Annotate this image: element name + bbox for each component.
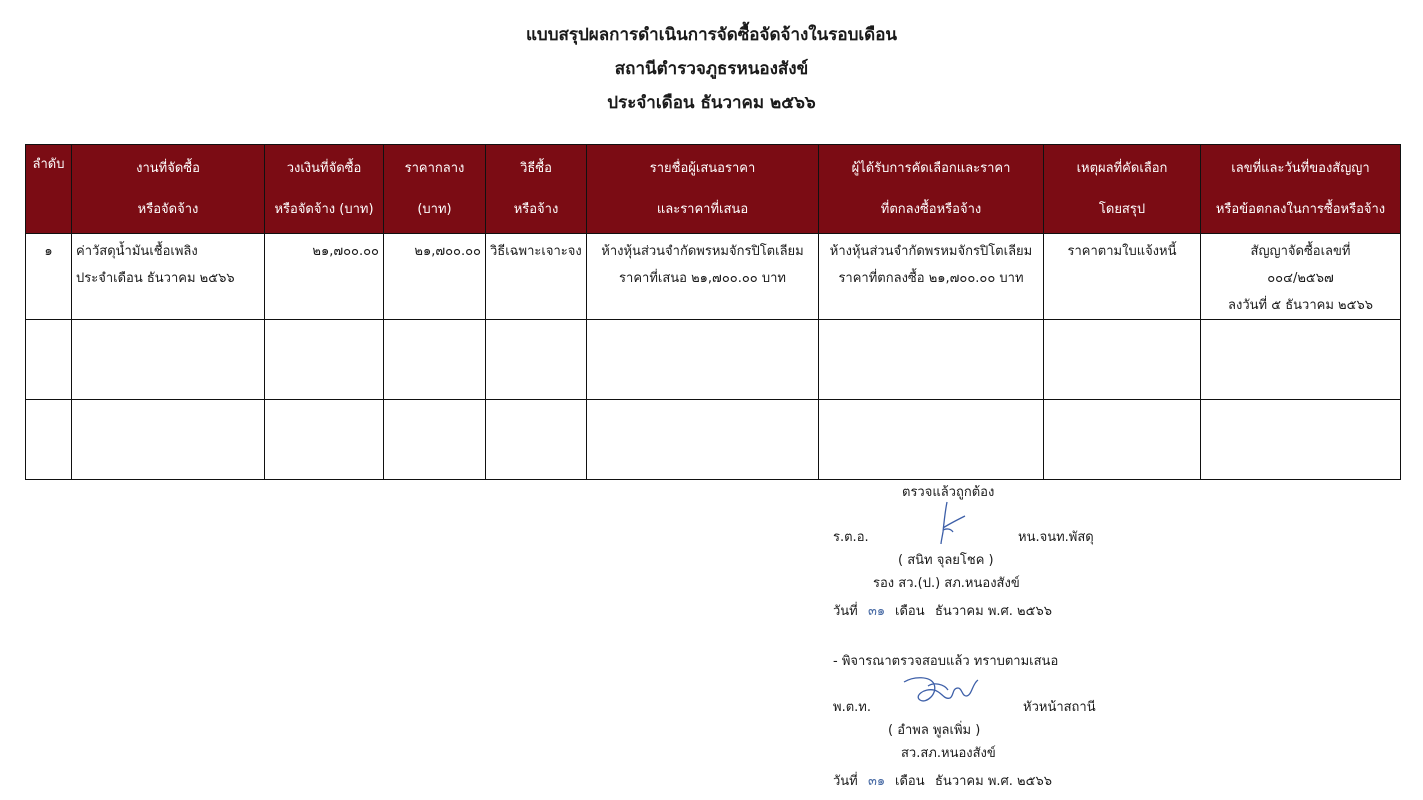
report-month: ประจำเดือน ธันวาคม ๒๕๖๖ bbox=[607, 93, 816, 113]
document-title-block bbox=[0, 18, 1423, 120]
cell-winner: ห้างหุ้นส่วนจำกัดพรหมจักรปิโตเลียม ราคาที่ตกลงซื้อ ๒๑,๗๐๐.๐๐ บาท bbox=[819, 234, 1044, 320]
document-title: แบบสรุปผลการดำเนินการจัดซื้อจัดจ้างในรอบเดือน bbox=[525, 25, 898, 45]
cell-no: ๑ bbox=[26, 234, 72, 320]
date-month-year: ธันวาคม พ.ศ. ๒๕๖๖ bbox=[935, 604, 1052, 619]
header-no: ลำดับ bbox=[26, 145, 72, 234]
header-contract: เลขที่และวันที่ของสัญญา หรือข้อตกลงในการซื้อหรือจ้าง bbox=[1201, 145, 1401, 234]
approval-heading: ตรวจแล้วถูกต้อง bbox=[902, 485, 995, 500]
table-header-row bbox=[26, 145, 1401, 234]
table-row-empty bbox=[26, 400, 1401, 480]
date-prefix: วันที่ bbox=[833, 774, 858, 789]
approver-title: สว.สภ.หนองสังข์ bbox=[901, 746, 996, 761]
table-row bbox=[26, 234, 1401, 320]
header-bidders: รายชื่อผู้เสนอราคา และราคาที่เสนอ bbox=[587, 145, 819, 234]
header-item: งานที่จัดซื้อ หรือจัดจ้าง bbox=[72, 145, 265, 234]
cell-item: ค่าวัสดุน้ำมันเชื้อเพลิง ประจำเดือน ธันวาคม ๒๕๖๖ bbox=[72, 234, 265, 320]
cell-contract: สัญญาจัดซื้อเลขที่ ๐๐๔/๒๕๖๗ ลงวันที่ ๕ ธันวาคม ๒๕๖๖ bbox=[1201, 234, 1401, 320]
month-prefix: เดือน bbox=[895, 604, 925, 619]
approver-name: ( สนิท จุลยโชค ) bbox=[898, 553, 994, 568]
cell-median-price: ๒๑,๗๐๐.๐๐ bbox=[384, 234, 486, 320]
signature-2-image bbox=[900, 672, 990, 712]
approver-title: รอง สว.(ป.) สภ.หนองสังข์ bbox=[873, 576, 1020, 591]
cell-budget: ๒๑,๗๐๐.๐๐ bbox=[265, 234, 384, 320]
procurement-summary-table bbox=[25, 144, 1401, 480]
cell-reason: ราคาตามใบแจ้งหนี้ bbox=[1044, 234, 1201, 320]
station-name: สถานีตำรวจภูธรหนองสังข์ bbox=[614, 59, 809, 79]
signature-1-image bbox=[925, 498, 975, 548]
table-row-empty bbox=[26, 320, 1401, 400]
header-reason: เหตุผลที่คัดเลือก โดยสรุป bbox=[1044, 145, 1201, 234]
approver-name: ( อำพล พูลเพิ่ม ) bbox=[888, 723, 981, 738]
header-method: วิธีซื้อ หรือจ้าง bbox=[486, 145, 587, 234]
approval-heading: - พิจารณาตรวจสอบแล้ว ทราบตามเสนอ bbox=[833, 654, 1059, 669]
approver-position: หัวหน้าสถานี bbox=[1023, 700, 1096, 715]
date-day: ๓๑ bbox=[868, 774, 886, 789]
cell-bidders: ห้างหุ้นส่วนจำกัดพรหมจักรปิโตเลียม ราคาที่เสนอ ๒๑,๗๐๐.๐๐ บาท bbox=[587, 234, 819, 320]
approver-rank: พ.ต.ท. bbox=[833, 700, 871, 715]
date-prefix: วันที่ bbox=[833, 604, 858, 619]
header-budget: วงเงินที่จัดซื้อ หรือจัดจ้าง (บาท) bbox=[265, 145, 384, 234]
date-month-year: ธันวาคม พ.ศ. ๒๕๖๖ bbox=[935, 774, 1052, 789]
cell-method: วิธีเฉพาะเจาะจง bbox=[486, 234, 587, 320]
header-median-price: ราคากลาง (บาท) bbox=[384, 145, 486, 234]
header-winner: ผู้ได้รับการคัดเลือกและราคา ที่ตกลงซื้อหรือจ้าง bbox=[819, 145, 1044, 234]
date-day: ๓๑ bbox=[868, 604, 886, 619]
month-prefix: เดือน bbox=[895, 774, 925, 789]
approver-rank: ร.ต.อ. bbox=[833, 530, 869, 545]
approver-position: หน.จนท.พัสดุ bbox=[1018, 530, 1094, 545]
